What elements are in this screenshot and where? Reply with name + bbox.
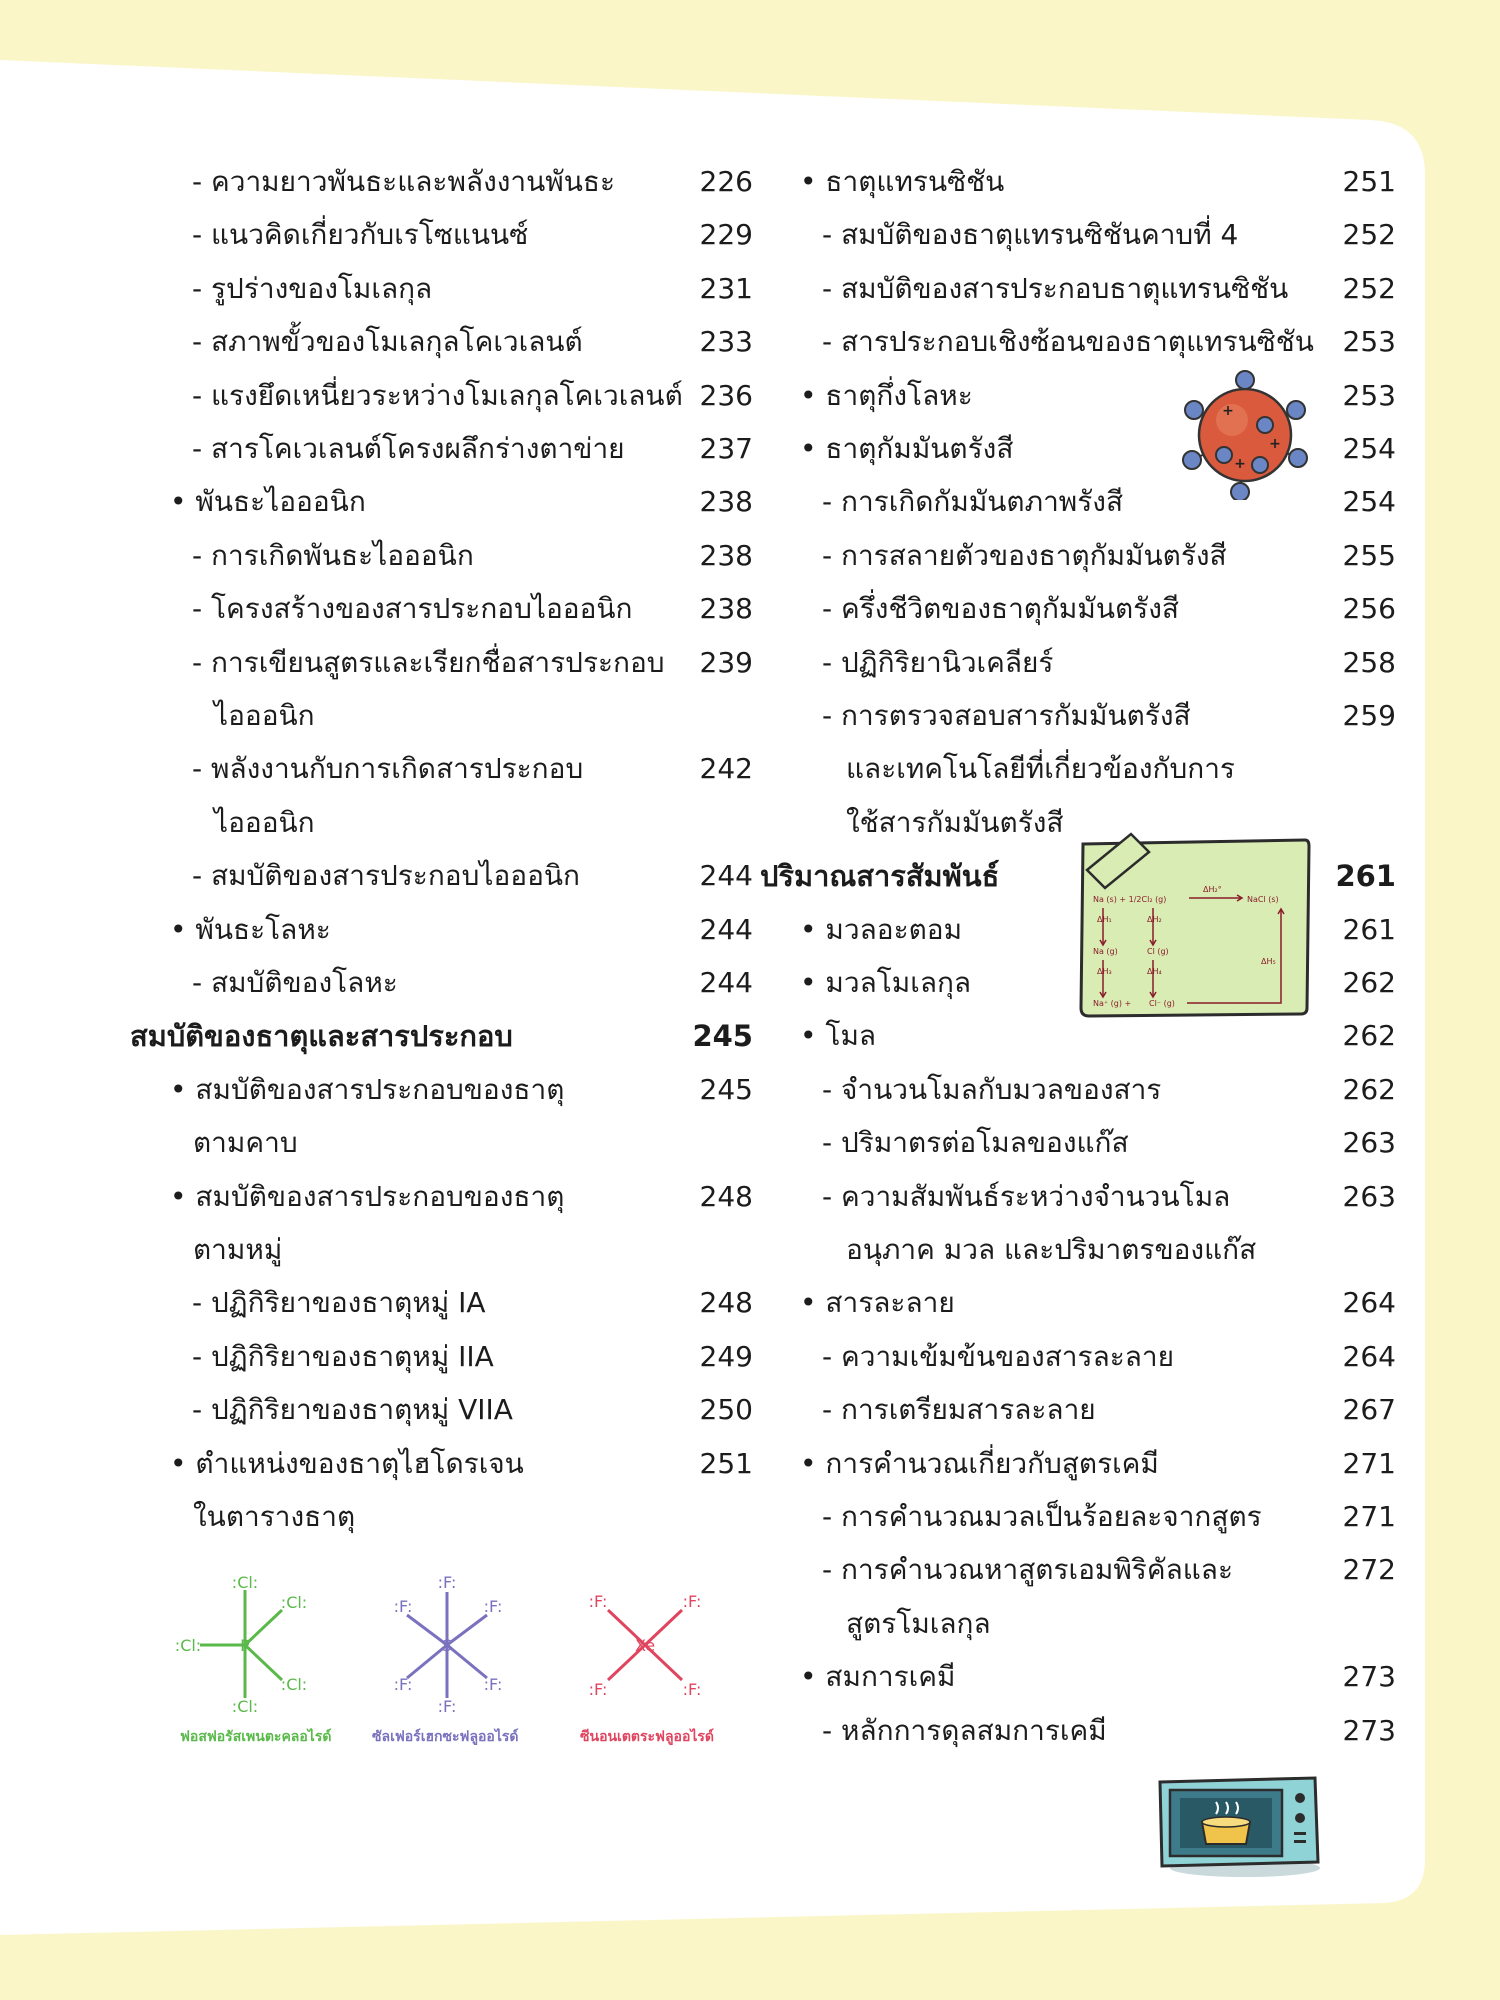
toc-entry-text: - ความเข้มข้นของสารละลาย xyxy=(822,1339,1175,1373)
toc-entry-text: - การสลายตัวของธาตุกัมมันตรังสี xyxy=(822,538,1227,572)
toc-entry xyxy=(0,584,1500,634)
svg-text:+: + xyxy=(1234,456,1246,472)
sf6-center: S xyxy=(441,1636,453,1655)
hess-dh3: ΔH₃ xyxy=(1097,967,1112,976)
toc-entry-text: - ปฏิกิริยาของธาตุหมู่ IIA xyxy=(192,1339,494,1373)
toc-page-number: 259 xyxy=(1342,699,1396,732)
toc-entry-text: • พันธะไอออนิก xyxy=(170,485,366,519)
toc-entry-text: • ตำแหน่งของธาตุไฮโดรเจน xyxy=(170,1446,524,1480)
toc-entry-text: - แรงยึดเหนี่ยวระหว่างโมเลกุลโคเวเลนต์ xyxy=(192,378,683,412)
toc-page-number: 256 xyxy=(1342,592,1396,626)
toc-page-number: 250 xyxy=(699,1393,753,1427)
toc-page-number: 267 xyxy=(1342,1393,1396,1427)
toc-page-number: 251 xyxy=(1342,165,1396,198)
toc-page-number: 263 xyxy=(1342,1179,1396,1213)
toc-entry-text: - สารประกอบเชิงซ้อนของธาตุแทรนซิชัน xyxy=(822,325,1314,359)
toc-entry-text: ปริมาณสารสัมพันธ์ xyxy=(760,859,1000,894)
toc-page-number: 264 xyxy=(1342,1339,1396,1373)
hess-dh1: ΔH₁ xyxy=(1097,915,1112,924)
toc-entry xyxy=(0,1385,1500,1435)
svg-text:+: + xyxy=(1222,403,1234,419)
toc-page-number: 271 xyxy=(1342,1500,1396,1533)
toc-page-number: 262 xyxy=(1342,966,1396,999)
toc-entry-text: - หลักการดุลสมการเคมี xyxy=(822,1713,1107,1747)
xef4-center: Xe xyxy=(634,1636,656,1655)
toc-page-number: 262 xyxy=(1342,1019,1396,1053)
toc-page-number: 261 xyxy=(1335,859,1396,894)
pcl5-center: P xyxy=(240,1636,250,1655)
toc-entry-text: - ครึ่งชีวิตของธาตุกัมมันตรังสี xyxy=(822,592,1179,626)
toc-page-number: 248 xyxy=(699,1179,753,1213)
sf6-upper-left: :F: xyxy=(393,1597,413,1616)
toc-entry xyxy=(0,210,1500,260)
toc-entry-text: - พลังงานกับการเกิดสารประกอบ xyxy=(192,752,584,786)
toc-page-number: 244 xyxy=(699,859,753,893)
toc-page-number: 231 xyxy=(699,271,753,305)
xef4-caption: ซีนอนเตตระฟลูออไรด์ xyxy=(580,1729,715,1745)
toc-entry-text: - ปฏิกิริยาของธาตุหมู่ VIIA xyxy=(192,1393,513,1427)
xef4-lower-left: :F: xyxy=(588,1680,608,1699)
toc-page-number: 258 xyxy=(1342,645,1396,679)
toc-page-number: 273 xyxy=(1342,1713,1396,1747)
toc-entry-text: • ธาตุกัมมันตรังสี xyxy=(800,432,1014,465)
hess-cl-gas: Cl (g) xyxy=(1147,947,1169,956)
toc-entry xyxy=(0,317,1500,367)
toc-entry-text: - ความสัมพันธ์ระหว่างจำนวนโมล xyxy=(822,1179,1231,1213)
toc-page-number: 242 xyxy=(699,752,753,786)
pcl5-upper-right: :Cl: xyxy=(280,1593,308,1612)
toc-entry-text: ตามคาบ xyxy=(193,1126,298,1160)
toc-page-number: 252 xyxy=(1342,218,1396,252)
toc-page-number: 261 xyxy=(1342,912,1396,946)
toc-entry-text: - การคำนวณหาสูตรเอมพิริคัลและ xyxy=(822,1553,1233,1587)
toc-page-number: 254 xyxy=(1342,485,1396,519)
svg-text:+: + xyxy=(1269,436,1281,452)
toc-page-number: 245 xyxy=(699,1072,753,1106)
toc-entry xyxy=(0,264,1500,314)
toc-entry-text: • มวลอะตอม xyxy=(800,912,963,946)
toc-page-number: 271 xyxy=(1342,1446,1396,1480)
pcl5-bottom: :Cl: xyxy=(231,1697,259,1716)
toc-page-number: 272 xyxy=(1342,1553,1396,1587)
sf6-upper-right: :F: xyxy=(483,1597,503,1616)
toc-entry xyxy=(0,691,1500,741)
toc-entry xyxy=(0,1439,1500,1489)
radioactive-atom-illustration xyxy=(1180,370,1310,500)
toc-entry-text: - การคำนวณมวลเป็นร้อยละจากสูตร xyxy=(822,1500,1262,1533)
toc-page-number: 248 xyxy=(699,1286,753,1320)
toc-page-number: 239 xyxy=(699,645,753,679)
toc-entry-text: - การเกิดพันธะไอออนิก xyxy=(192,538,474,572)
toc-entry-text: - โครงสร้างของสารประกอบไอออนิก xyxy=(192,592,633,626)
sf6-lower-right: :F: xyxy=(483,1675,503,1694)
toc-entry xyxy=(0,638,1500,688)
hess-nacl: NaCl (s) xyxy=(1247,895,1279,904)
toc-entry xyxy=(0,157,1500,207)
sf6-lewis-structure xyxy=(385,1570,515,1720)
toc-entry-text: - ปฏิกิริยาของธาตุหมู่ IA xyxy=(192,1286,486,1320)
toc-entry xyxy=(0,744,1500,794)
toc-entry-text: ไอออนิก xyxy=(214,699,315,732)
pcl5-left: :Cl: xyxy=(174,1636,202,1655)
toc-page-number: 236 xyxy=(699,378,753,412)
sf6-lower-left: :F: xyxy=(393,1675,413,1694)
toc-entry-text: • สมบัติของสารประกอบของธาตุ xyxy=(170,1072,565,1106)
toc-page-number: 255 xyxy=(1342,538,1396,572)
toc-entry-text: • โมล xyxy=(800,1019,877,1053)
toc-entry-text: - สมบัติของธาตุแทรนซิชันคาบที่ 4 xyxy=(822,218,1239,252)
toc-entry-text: - การเกิดกัมมันตภาพรังสี xyxy=(822,485,1124,519)
xef4-upper-left: :F: xyxy=(588,1592,608,1611)
xef4-lower-right: :F: xyxy=(682,1680,702,1699)
toc-entry xyxy=(0,1225,1500,1275)
pcl5-caption: ฟอสฟอรัสเพนตะคลอไรด์ xyxy=(180,1729,332,1745)
toc-entry xyxy=(0,1065,1500,1115)
toc-entry-text: • มวลโมเลกุล xyxy=(800,966,972,999)
toc-entry-text: - ปฏิกิริยานิวเคลียร์ xyxy=(822,645,1054,679)
toc-page-number: 238 xyxy=(699,592,753,626)
sf6-top: :F: xyxy=(437,1573,457,1592)
toc-entry-text: - สารโคเวเลนต์โครงผลึกร่างตาข่าย xyxy=(192,432,625,465)
sf6-bottom: :F: xyxy=(437,1697,457,1716)
toc-page-number: 244 xyxy=(699,966,753,999)
toc-page-number: 233 xyxy=(699,325,753,359)
hess-ions: Na⁺ (g) + xyxy=(1093,999,1132,1008)
toc-page-number: 238 xyxy=(699,538,753,572)
toc-page-number: 251 xyxy=(699,1446,753,1480)
pcl5-lower-right: :Cl: xyxy=(280,1675,308,1694)
sf6-caption: ซัลเฟอร์เฮกซะฟลูออไรด์ xyxy=(372,1729,519,1745)
toc-page-number: 273 xyxy=(1342,1660,1396,1694)
toc-entry-text: - ปริมาตรต่อโมลของแก๊ส xyxy=(822,1126,1129,1160)
toc-entry-text: - สมบัติของสารประกอบไอออนิก xyxy=(192,859,581,893)
hess-cycle-diagram xyxy=(1075,830,1315,1020)
toc-page-number: 252 xyxy=(1342,271,1396,305)
toc-entry xyxy=(0,1492,1500,1542)
toc-entry-text: • สารละลาย xyxy=(800,1286,955,1320)
hess-dh2: ΔH₂ xyxy=(1147,915,1162,924)
toc-entry-text: ไอออนิก xyxy=(214,805,315,839)
toc-page-number: 245 xyxy=(692,1019,753,1054)
hess-dh-top: ΔH₂° xyxy=(1203,885,1222,894)
toc-entry xyxy=(0,1332,1500,1382)
toc-entry-text: - สภาพขั้วของโมเลกุลโคเวเลนต์ xyxy=(192,325,583,359)
xef4-upper-right: :F: xyxy=(682,1592,702,1611)
toc-entry-text: ใช้สารกัมมันตรังสี xyxy=(846,805,1064,839)
pcl5-lewis-structure xyxy=(170,1570,320,1720)
toc-entry-text: ในตารางธาตุ xyxy=(193,1500,356,1533)
hess-dh4: ΔH₄ xyxy=(1147,967,1162,976)
toc-entry-text: - ความยาวพันธะและพลังงานพันธะ xyxy=(192,165,616,198)
toc-entry xyxy=(0,1172,1500,1222)
toc-entry xyxy=(0,1118,1500,1168)
toc-page-number: 237 xyxy=(699,432,753,465)
toc-page-number: 249 xyxy=(699,1339,753,1373)
toc-entry-text: - แนวคิดเกี่ยวกับเรโซแนนซ์ xyxy=(192,218,529,252)
toc-page-number: 244 xyxy=(699,912,753,946)
toc-entry-text: และเทคโนโลยีที่เกี่ยวข้องกับการ xyxy=(846,752,1235,786)
toc-entry-text: - จำนวนโมลกับมวลของสาร xyxy=(822,1072,1162,1106)
toc-entry-text: - การเตรียมสารละลาย xyxy=(822,1393,1096,1427)
toc-entry-text: - สมบัติของสารประกอบธาตุแทรนซิชัน xyxy=(822,271,1289,305)
toc-entry-text: ตามหมู่ xyxy=(193,1233,283,1266)
toc-entry-text: • สมบัติของสารประกอบของธาตุ xyxy=(170,1179,565,1213)
hess-na-gas: Na (g) xyxy=(1093,947,1118,956)
xef4-lewis-structure xyxy=(580,1585,710,1705)
pcl5-top: :Cl: xyxy=(231,1573,259,1592)
toc-entry-text: - การเขียนสูตรและเรียกชื่อสารประกอบ xyxy=(192,645,665,679)
toc-entry xyxy=(0,531,1500,581)
toc-entry-text: อนุภาค มวล และปริมาตรของแก๊ส xyxy=(846,1233,1257,1266)
toc-entry-text: สูตรโมเลกุล xyxy=(846,1606,991,1640)
toc-entry-text: • ธาตุกึ่งโลหะ xyxy=(800,378,973,412)
toc-page-number: 229 xyxy=(699,218,753,252)
toc-page-number: 226 xyxy=(699,165,753,198)
toc-page-number: 253 xyxy=(1342,378,1396,412)
toc-page-number: 254 xyxy=(1342,432,1396,465)
toc-page-number: 253 xyxy=(1342,325,1396,359)
hess-dh5: ΔH₅ xyxy=(1261,957,1276,966)
toc-entry-text: สมบัติของธาตุและสารประกอบ xyxy=(130,1019,513,1054)
hess-start: Na (s) + 1/2Cl₂ (g) xyxy=(1093,895,1167,904)
toc-page-number: 262 xyxy=(1342,1072,1396,1106)
toc-entry-text: - รูปร่างของโมเลกุล xyxy=(192,271,433,305)
microwave-illustration xyxy=(1150,1770,1330,1885)
hess-cl-ion: Cl⁻ (g) xyxy=(1149,999,1175,1008)
toc-entry xyxy=(0,1278,1500,1328)
toc-entry-text: • พันธะโลหะ xyxy=(170,912,331,946)
toc-page-number: 238 xyxy=(699,485,753,519)
toc-entry-text: • สมการเคมี xyxy=(800,1660,956,1694)
toc-page-number: 264 xyxy=(1342,1286,1396,1320)
toc-entry-text: • การคำนวณเกี่ยวกับสูตรเคมี xyxy=(800,1446,1159,1480)
toc-entry-text: - สมบัติของโลหะ xyxy=(192,966,398,999)
toc-entry-text: • ธาตุแทรนซิชัน xyxy=(800,165,1005,198)
toc-page-number: 263 xyxy=(1342,1126,1396,1160)
toc-entry-text: - การตรวจสอบสารกัมมันตรังสี xyxy=(822,699,1191,732)
